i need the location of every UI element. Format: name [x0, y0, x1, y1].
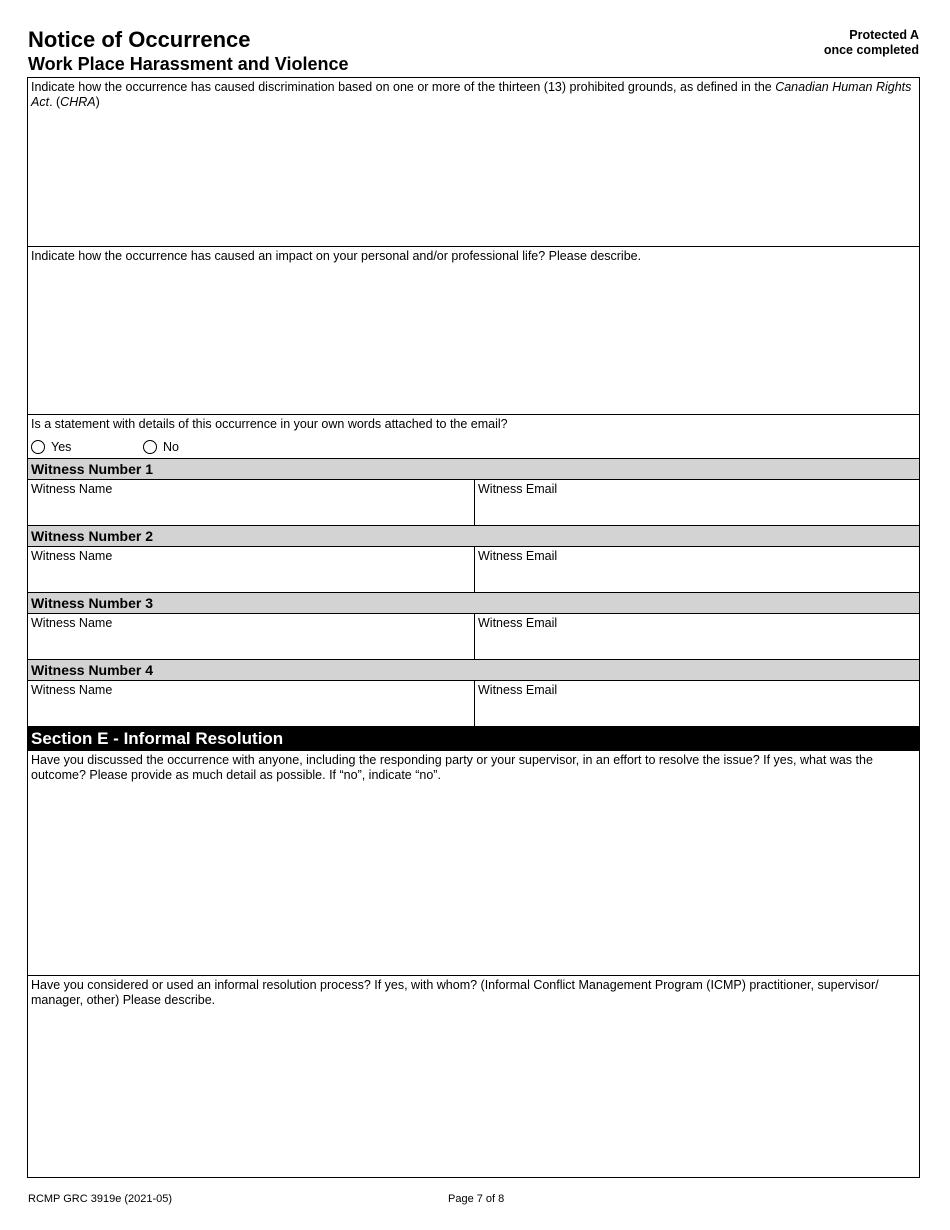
discussed-question: Have you discussed the occurrence with anyone, including the responding party or your supervisor, in an effort to resolve the issue? If yes, what was the outcome? Please provide as much detail as possible. If “no”, indicate “no”.: [31, 753, 873, 782]
witness-2-header: Witness Number 2: [28, 525, 919, 547]
witness-4-name-field[interactable]: [28, 681, 475, 726]
statement-question: Is a statement with details of this occurrence in your own words attached to the email?: [31, 417, 508, 431]
protected-line-1: Protected A: [849, 28, 919, 42]
discrimination-question: Indicate how the occurrence has caused discrimination based on one or more of the thirteen (13) prohibited grounds, as defined in the Canadian Human Rights Act. (CHRA): [31, 80, 912, 109]
witness-1-name-field[interactable]: [28, 480, 475, 525]
protected-label: [824, 28, 919, 58]
form-body: [27, 77, 920, 1178]
witness-2-row: [28, 547, 919, 592]
form-subtitle: Work Place Harassment and Violence: [28, 54, 349, 74]
witness-4-row: [28, 681, 919, 726]
witness-name-label: Witness Name: [31, 549, 113, 563]
yes-radio[interactable]: [31, 440, 45, 454]
considered-question: Have you considered or used an informal resolution process? If yes, with whom? (Informal Conflict Management Program (ICMP) practitioner, supervisor/ manager, other) Please describe.: [31, 978, 879, 1007]
witness-email-label: Witness Email: [478, 616, 558, 630]
witness-3-name-field[interactable]: [28, 614, 475, 659]
form-number: RCMP GRC 3919e (2021-05): [28, 1193, 173, 1205]
witness-name-label: Witness Name: [31, 683, 113, 697]
witness-name-label: Witness Name: [31, 482, 113, 496]
witness-email-label: Witness Email: [478, 549, 558, 563]
witness-3-email-field[interactable]: [475, 614, 919, 659]
chra-abbr: CHRA: [60, 95, 96, 109]
impact-question: Indicate how the occurrence has caused an impact on your personal and/or professional life? Please describe.: [31, 249, 642, 263]
section-e-header: Section E - Informal Resolution: [28, 726, 919, 751]
witness-2-name-field[interactable]: [28, 547, 475, 592]
impact-field[interactable]: [28, 246, 919, 414]
discussed-field[interactable]: [28, 751, 919, 975]
statement-question-box: [28, 414, 919, 459]
considered-field[interactable]: [28, 975, 919, 1178]
form-title: Notice of Occurrence: [28, 27, 251, 52]
yes-label: Yes: [51, 440, 72, 454]
page-number: Page 7 of 8: [448, 1193, 505, 1205]
witness-email-label: Witness Email: [478, 683, 558, 697]
witness-1-row: [28, 480, 919, 525]
no-option[interactable]: [143, 439, 179, 455]
witness-2-email-field[interactable]: [475, 547, 919, 592]
witness-3-row: [28, 614, 919, 659]
witness-1-header: Witness Number 1: [28, 458, 919, 480]
witness-1-email-field[interactable]: [475, 480, 919, 525]
protected-line-2: once completed: [823, 43, 919, 57]
no-label: No: [163, 440, 179, 454]
witness-name-label: Witness Name: [31, 616, 113, 630]
discrimination-field[interactable]: [28, 78, 919, 246]
witness-4-email-field[interactable]: [475, 681, 919, 726]
no-radio[interactable]: [143, 440, 157, 454]
witness-email-label: Witness Email: [478, 482, 558, 496]
chra-act-name: Canadian Human Rights Act: [31, 80, 912, 109]
yes-option[interactable]: [31, 439, 71, 455]
witness-3-header: Witness Number 3: [28, 592, 919, 614]
witness-4-header: Witness Number 4: [28, 659, 919, 681]
